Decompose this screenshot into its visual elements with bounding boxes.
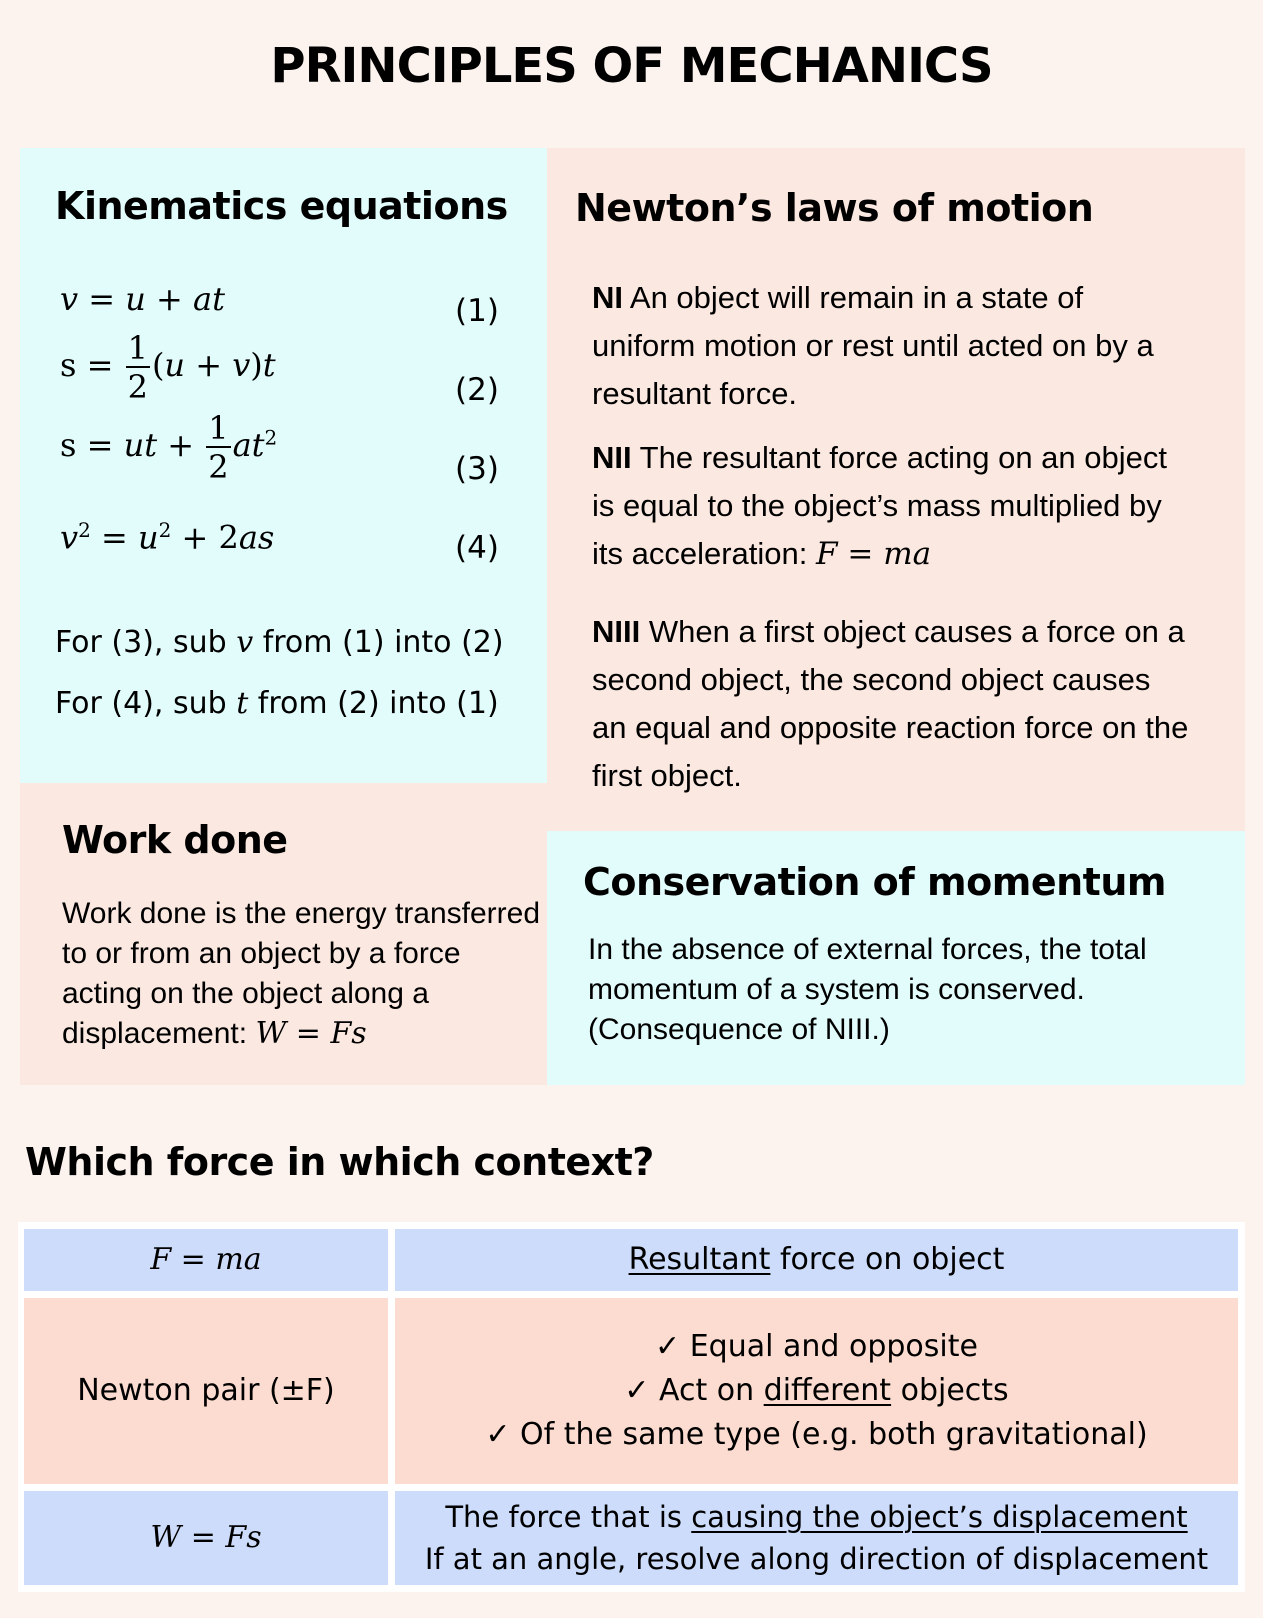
text: If at an angle, resolve along direction of displacement [424,1542,1209,1576]
equation-4: $v^2 = u^2 + 2as$ [60,518,275,557]
check-text: Of the same type (e.g. both gravitational) [520,1417,1148,1452]
text: force on object [770,1242,1005,1277]
newton-pair-label: Newton pair (±F) [77,1373,335,1408]
row1-left [24,1229,388,1291]
momentum-heading: Conservation of momentum [583,860,1166,904]
note-text: For (4), sub [55,686,237,721]
context-heading: Which force in which context? [25,1140,654,1184]
law-formula: F = ma [816,536,932,572]
law-text: When a first object causes a force on a second object, the second object causes an equal and opposite reaction force on the first object. [592,614,1189,793]
formula: W = Fs [150,1520,262,1555]
newton-heading: Newton’s laws of motion [575,186,1094,230]
work-text [62,894,542,1054]
law-text: An object will remain in a state of uniform motion or rest until acted on by a resultant force. [592,280,1154,411]
check-text: Equal and opposite [689,1329,978,1364]
row1-right [395,1229,1238,1291]
equation-2: s = $\frac{1}{2}$ (u + v)t [60,329,276,406]
check-item [485,1413,1147,1457]
text: The force that is [445,1500,692,1534]
row2-left [24,1298,388,1484]
note-text: For (3), sub [55,625,237,660]
check-icon: ✓ [485,1417,511,1452]
law-text: The resultant force acting on an object is equal to the object’s mass multiplied by its acceleration: [592,440,1167,571]
row3-left [24,1491,388,1585]
formula: F = ma [150,1242,262,1277]
newton-law-1 [592,274,1192,418]
note-text: from (1) into (2) [253,625,504,660]
note-text: from (2) into (1) [248,686,499,721]
work-definition: Work done is the energy transferred to or from an object by a force acting on the object along a displacement: [62,897,541,1050]
check-icon: ✓ [655,1329,681,1364]
check-icon: ✓ [624,1373,650,1408]
kinematics-note-1 [55,625,504,660]
newton-law-3 [592,608,1192,800]
equation-3: s = ut + $\frac{1}{2}$ $at^2$ [60,409,278,486]
law-label: NI [592,280,623,315]
kinematics-note-2 [55,686,499,721]
equation-1: v = u + at [60,280,225,318]
underlined-text: causing the object’s displacement [691,1500,1188,1534]
equation-number-4: (4) [455,530,499,566]
work-formula: W = Fs [255,1016,367,1051]
context-table [18,1222,1245,1592]
row3-right [395,1491,1238,1585]
kinematics-heading: Kinematics equations [55,184,508,228]
equation-number-2: (2) [455,372,499,408]
newton-law-2 [592,434,1192,578]
note-variable: t [236,686,249,721]
page-title: PRINCIPLES OF MECHANICS [270,38,993,94]
note-variable: v [236,625,254,660]
law-label: NIII [592,614,641,649]
equation-number-3: (3) [455,451,499,487]
law-label: NII [592,440,632,475]
check-item: ✓ Act on different objects [624,1373,1009,1408]
underlined-text: Resultant [628,1242,771,1277]
row2-right [395,1298,1238,1484]
work-heading: Work done [62,818,288,862]
equation-number-1: (1) [455,293,499,329]
momentum-text: In the absence of external forces, the total momentum of a system is conserved. (Consequence of NIII.) [588,933,1147,1046]
check-item [655,1325,978,1369]
